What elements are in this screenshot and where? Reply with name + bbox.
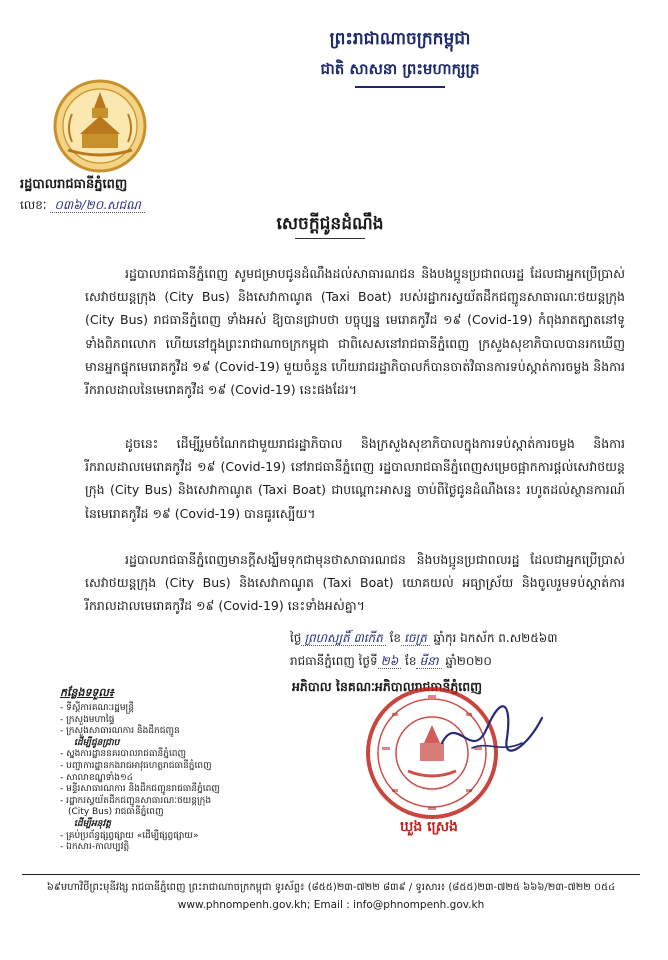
body-paragraph-3: រដ្ឋបាលរាជធានីភ្នំពេញមានក្តីសង្ឃឹមទុកជាមុនថាសាធារណជន និងបងប្អូនប្រជាពលរដ្ឋ ដែលជាអ្នកប្រើប្រាស់សេវាថយន្តក្រុង (City Bus) និងសេវាកាណូត (Taxi Boat) យោគយល់ អធ្យាស្រ័យ និងចូលរួមទប់ស្កាត់ការរីករាលដាលមេរោគកូវីដ ១៩ (Covid-19) នេះទាំងអស់គ្នា។: [85, 552, 625, 614]
recipient-item: - គ្រប់ប្រព័ន្ធផ្សព្វផ្សាយ «ដើម្បីផ្សព្វផ្សាយ»: [60, 831, 280, 843]
recipient-item: - ក្រសួងសាធារណការ និងដឹកជញ្ជូន: [60, 726, 280, 738]
recipients-heading: កន្លែងទទួល៖: [60, 686, 114, 699]
month-label: ខែ: [405, 654, 417, 668]
recipients-list: [60, 703, 280, 854]
recipient-item: - មន្ទីរសាធារណការ និងដឹកជញ្ជូនរាជធានីភ្នំពេញ: [60, 784, 280, 796]
footer-website-email: www.phnompenh.gov.kh; Email : info@phnompenh.gov.kh: [177, 899, 485, 911]
lunar-date-line: [290, 630, 557, 648]
body-paragraph-2: ដូចនេះ ដើម្បីរួមចំណែកជាមួយរាជរដ្ឋាភិបាល និងក្រសួងសុខាភិបាលក្នុងការទប់ស្កាត់ការចម្លង និងការរីករាលដាលមេរោគកូវីដ ១៩ (Covid-19) នៅរាជធានីភ្នំពេញ រដ្ឋបាលរាជធានីភ្នំពេញសម្រេចផ្អាកការផ្តល់សេវាថយន្តក្រុង (City Bus) និងសេវាកាណូត (Taxi Boat) ជាបណ្តោះអាសន្ន ចាប់ពីថ្ងៃជូនដំណឹងនេះ រហូតដល់ស្ថានការណ៍នៃមេរោគកូវីដ ១៩ (Covid-19) បានធូរស្បើយ។: [85, 436, 625, 521]
lunar-month: ចេត្រ: [401, 631, 430, 646]
motto-ornament-divider: [355, 86, 445, 88]
footer-divider: [22, 874, 640, 875]
kingdom-heading: ព្រះរាជាណាចក្រកម្ពុជា: [329, 29, 471, 49]
phnom-penh-emblem-icon: [52, 78, 148, 174]
body-paragraph-1: រដ្ឋបាលរាជធានីភ្នំពេញ សូមជម្រាបជូនដំណឹងដល់សាធារណជន និងបងប្អូនប្រជាពលរដ្ឋ ដែលជាអ្នកប្រើប្រាស់សេវាថយន្តក្រុង (City Bus) និងសេវាកាណូត (Taxi Boat) របស់រដ្ឋាករស្វយ័តដឹកជញ្ជូនសាធារណៈថយន្តក្រុង (City Bus) រាជធានីភ្នំពេញ ទាំងអស់ ឱ្យបានជ្រាបថា បច្ចុប្បន្ន មេរោគកូវីដ ១៩ (Covid-19) កំពុងរាតត្បាតនៅទូទាំងពិភពលោក ហើយនៅក្នុងព្រះរាជាណាចក្រកម្ពុជា ជាពិសេសនៅរាជធានីភ្នំពេញ ក្រសួងសុខាភិបាលបានរកឃើញមានអ្នកផ្ទុកមេរោគកូវីដ ១៩ (Covid-19) មួយចំនួន ហើយរាជរដ្ឋាភិបាលក៏បានចាត់វិធានការទប់ស្កាត់ការចម្លង និងការរីករាលដាលនៃមេរោគកូវីដ ១៩ (Covid-19) នេះផងដែរ។: [85, 266, 625, 398]
recipient-item: - សាលាខណ្ឌទាំង១៤: [60, 773, 280, 785]
reference-prefix: លេខៈ: [20, 198, 47, 212]
reference-value: ០៣៦/២០.សជណ: [50, 198, 144, 213]
recipient-purpose: ដើម្បីជូនជ្រាប: [74, 737, 120, 748]
recipient-item: - ស្នងការដ្ឋាននគរបាលរាជធានីភ្នំពេញ: [60, 749, 280, 761]
date-month: មីនា: [416, 654, 441, 669]
recipient-item-continued: (City Bus) រាជធានីភ្នំពេញ: [68, 807, 164, 818]
signer-title: អភិបាល នៃគណៈអភិបាលរាជធានីភ្នំពេញ: [292, 679, 483, 694]
lunar-day: ព្រហស្បតិ៍ ៣កើត: [301, 631, 385, 646]
lunar-year: ឆ្នាំកុរ ឯកស័ក ព.ស២៥៦៣: [433, 631, 558, 645]
place-prefix: រាជធានីភ្នំពេញ ថ្ងៃទី: [290, 654, 378, 668]
recipient-item: - បញ្ជាការដ្ឋានកងរាជអាវុធហត្ថរាជធានីភ្នំពេញ: [60, 761, 280, 773]
lunar-month-label: ខែ: [389, 631, 402, 645]
gregorian-date-line: [290, 653, 492, 671]
title-underline: [295, 238, 365, 239]
footer-address: ៦៩មហាវិថីព្រះមុនីវង្ស រាជធានីភ្នំពេញ ព្រះរាជាណាចក្រកម្ពុជា ទូរស័ព្ទ៖ (៨៥៥)២៣-៧២២ ៨៣៩ / ទូរសារ៖ (៨៥៥)២៣-៧២៥ ៦៦៦/២៣-៧២២ ០៥៤: [46, 882, 616, 893]
recipient-item: - ទីស្តីការគណៈរដ្ឋមន្ត្រី: [60, 703, 280, 715]
recipient-purpose: ដើម្បីអនុវត្ត: [74, 818, 111, 829]
issuing-authority: រដ្ឋបាលរាជធានីភ្នំពេញ: [20, 177, 128, 192]
signer-name: ឃួង ស្រេង: [400, 819, 458, 835]
recipient-item: - ក្រសួងមហាផ្ទៃ: [60, 715, 280, 727]
recipient-item: - រដ្ឋាករស្វយ័តដឹកជញ្ជូនសាធារណៈថយន្តក្រុង: [60, 796, 280, 808]
document-title: សេចក្តីជូនដំណឹង: [276, 214, 384, 234]
lunar-prefix: ថ្ងៃ: [290, 631, 302, 645]
date-day: ២៦: [378, 654, 402, 669]
national-motto: ជាតិ សាសនា ព្រះមហាក្សត្រ: [320, 60, 480, 78]
date-year: ឆ្នាំ២០២០: [445, 654, 492, 668]
reference-number: [20, 197, 145, 215]
handwritten-signature-icon: [432, 693, 552, 773]
recipient-item: - ឯកសារ-កាលប្បវត្តិ: [60, 842, 280, 854]
